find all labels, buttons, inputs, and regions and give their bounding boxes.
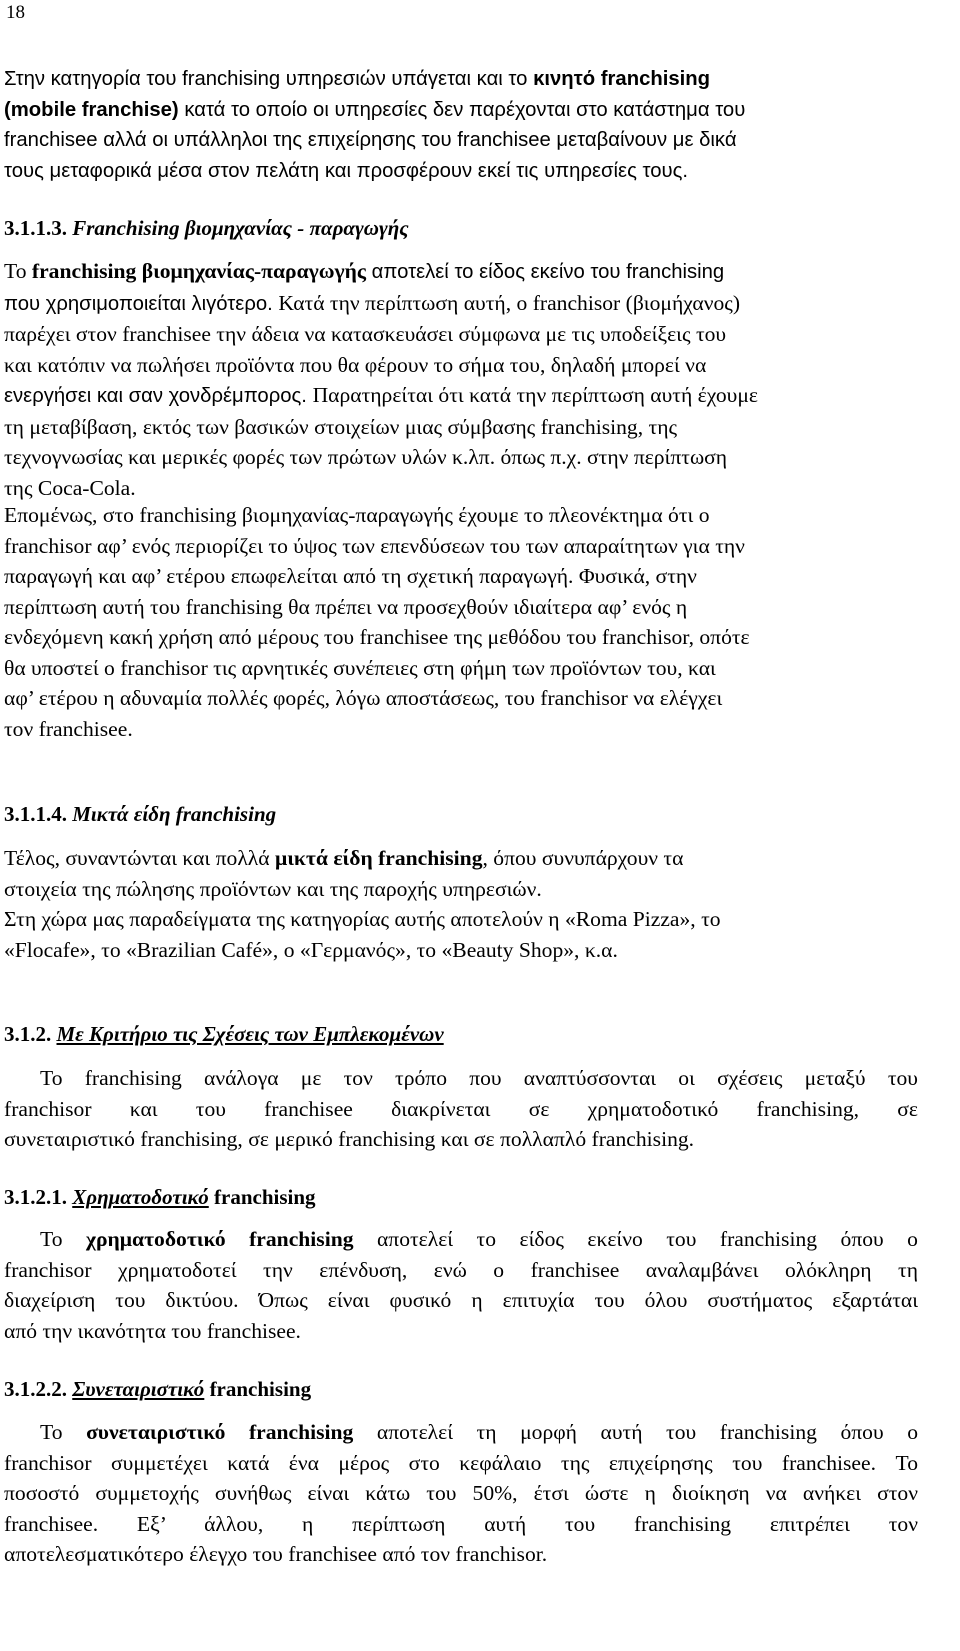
paragraph-financing-franchising (4, 1224, 918, 1346)
bold-term: franchising βιομηχανίας-παραγωγής (31, 259, 367, 283)
text-span: Κατά την περίπτωση αυτή, ο franchisor (βιομήχανος) (278, 290, 741, 315)
text-line: Στη χώρα μας παραδείγματα της κατηγορίας αυτής αποτελούν η «Roma Pizza», το (4, 907, 721, 931)
section-number: 3.1.2. (4, 1022, 52, 1046)
text-span: Παρατηρείται ότι κατά την περίπτωση αυτή έχουμε (312, 383, 758, 407)
text-span: κατά το οποίο οι υπηρεσίες δεν παρέχονται στο κατάστημα του (178, 98, 746, 121)
text-span: Το (40, 1227, 86, 1251)
section-heading-3122 (4, 1375, 311, 1403)
bold-term: (mobile franchise) (4, 98, 179, 121)
text-line: τον franchisee. (4, 716, 133, 741)
section-number: 3.1.2.2. (4, 1377, 67, 1401)
text-line: τη μεταβίβαση, εκτός των βασικών στοιχείων μιας σύμβασης franchising, της (4, 414, 678, 439)
text-line: Το franchising ανάλογα με τον τρόπο που αναπτύσσονται οι σχέσεις μεταξύ του (40, 1066, 918, 1090)
text-line: franchisor χρηματοδοτεί την επένδυση, ενώ ο franchisee αναλαμβάνει ολόκληρη τη (4, 1257, 918, 1282)
section-title: Συνεταιριστικό (72, 1377, 205, 1401)
section-title-suffix: franchising (208, 1185, 316, 1209)
text-span: ενεργήσει και σαν χονδρέμπορος. (4, 385, 313, 407)
section-heading-3121 (4, 1183, 316, 1211)
section-title: Χρηματοδοτικό (72, 1185, 209, 1209)
text-line: τεχνογνωσίας και μερικές φορές των πρώτων υλών κ.λπ. όπως π.χ. στην περίπτωση (4, 445, 728, 469)
text-line: περίπτωση αυτή του franchising θα πρέπει να προσεχθούν ιδιαίτερα αφ’ ενός η (4, 594, 688, 619)
text-line: franchisor συμμετέχει κατά ένα μέρος στο κεφάλαιο της επιχείρησης του franchisee. Το (4, 1450, 918, 1475)
text-span: Στην κατηγορία του franchising υπηρεσιών υπάγεται και το (4, 68, 534, 90)
text-line: ποσοστό συμμετοχής συνήθως είναι κάτω του 50%, έτσι ώστε η διοίκηση να ανήκει στον (4, 1481, 918, 1505)
bold-term: κινητό franchising (533, 68, 711, 90)
text-line: θα υποστεί ο franchisor τις αρνητικές συνέπειες στη φήμη των προϊόντων του, και (4, 655, 716, 680)
section-number: 3.1.1.4. (4, 802, 67, 826)
text-line: Επομένως, στο franchising βιομηχανίας-παραγωγής έχουμε το πλεονέκτημα ότι ο (4, 503, 710, 527)
text-line: διαχείριση του δικτύου. Όπως είναι φυσικό η επιτυχία του όλου συστήματος εξαρτάται (4, 1288, 918, 1312)
text-span: Το (40, 1420, 87, 1444)
text-line: από την ικανότητα του franchisee. (4, 1318, 301, 1343)
text-line: franchisor αφ’ ενός περιορίζει το ύψος των επενδύσεων του των απαραίτητων για την (4, 533, 745, 558)
section-title: Μικτά είδη franchising (72, 802, 277, 826)
text-line: τους μεταφορικά μέσα στον πελάτη και προσφέρουν εκεί τις υπηρεσίες τους. (4, 159, 688, 182)
bold-term: συνεταιριστικό franchising (86, 1420, 354, 1444)
text-span: που χρησιμοποιείται λιγότερο. (4, 292, 279, 315)
text-span: αποτελεί το είδος εκείνο του franchising όπου ο (353, 1227, 918, 1251)
text-line: «Flocafe», το «Brazilian Café», ο «Γερμανός», το «Beauty Shop», κ.α. (4, 937, 618, 962)
paragraph-advantages (4, 500, 918, 744)
page-number: 18 (6, 2, 25, 23)
section-heading-3113 (4, 214, 409, 242)
section-heading-312 (4, 1020, 444, 1048)
paragraph-mixed-types (4, 843, 918, 965)
text-line: της Coca-Cola. (4, 475, 136, 500)
section-title: Με Κριτήριο τις Σχέσεις των Εμπλεκομένων (56, 1022, 444, 1046)
text-span: , όπου συνυπάρχουν τα (482, 846, 684, 870)
paragraph-industry-franchising (4, 256, 918, 503)
paragraph-relations (4, 1063, 918, 1155)
text-line: franchisee αλλά οι υπάλληλοι της επιχείρησης του franchisee μεταβαίνουν με δικά (4, 129, 737, 151)
section-number: 3.1.1.3. (4, 216, 67, 240)
section-heading-3114 (4, 800, 276, 828)
text-line: franchisor και του franchisee διακρίνεται σε χρηματοδοτικό franchising, σε (4, 1096, 918, 1121)
text-line: παρέχει στον franchisee την άδεια να κατασκευάσει σύμφωνα με τις υποδείξεις του (4, 322, 727, 346)
text-line: αφ’ ετέρου η αδυναμία πολλές φορές, λόγω αποστάσεως, του franchisor να ελέγχει (4, 686, 723, 710)
text-line: παραγωγή και αφ’ ετέρου επωφελείται από τη σχετική παραγωγή. Φυσικά, στην (4, 564, 697, 588)
bold-term: χρηματοδοτικό franchising (85, 1227, 354, 1251)
paragraph-mobile-franchise (4, 64, 918, 186)
text-line: αποτελεσματικότερο έλεγχο του franchisee από τον franchisor. (4, 1542, 548, 1566)
text-line: συνεταιριστικό franchising, σε μερικό franchising και σε πολλαπλό franchising. (4, 1127, 695, 1151)
text-span: Το (4, 259, 32, 283)
text-span: αποτελεί το είδος εκείνο του franchising (366, 261, 725, 283)
paragraph-cooperative-franchising (4, 1417, 918, 1570)
text-line: στοιχεία της πώλησης προϊόντων και της παροχής υπηρεσιών. (4, 876, 542, 901)
section-title: Franchising βιομηχανίας - παραγωγής (72, 216, 409, 240)
bold-term: μικτά είδη franchising (274, 846, 483, 870)
text-line: και κατόπιν να πωλήσει προϊόντα που θα φέρουν το σήμα του, δηλαδή μπορεί να (4, 352, 707, 377)
text-line: franchisee. Εξ’ άλλου, η περίπτωση αυτή του franchising επιτρέπει τον (4, 1511, 918, 1536)
text-line: ενδεχόμενη κακή χρήση από μέρους του franchisee της μεθόδου του franchisor, οπότε (4, 625, 750, 649)
section-number: 3.1.2.1. (4, 1185, 67, 1209)
text-span: αποτελεί τη μορφή αυτή του franchising όπου ο (353, 1420, 919, 1444)
section-title-suffix: franchising (204, 1377, 312, 1401)
text-span: Τέλος, συναντώνται και πολλά (4, 846, 275, 870)
